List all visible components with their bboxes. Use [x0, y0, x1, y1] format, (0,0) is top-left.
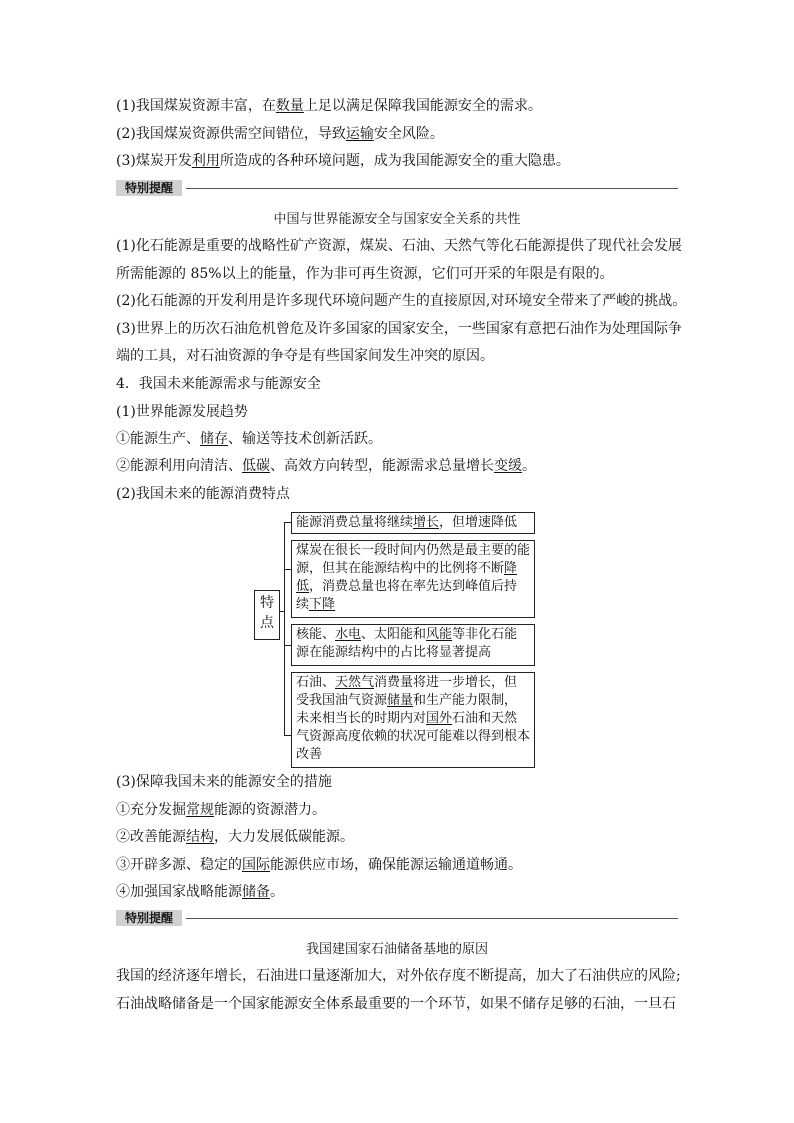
measure-item-2: ②改善能源结构，大力发展低碳能源。 [116, 829, 354, 845]
measure-item-3: ③开辟多源、稳定的国际能源供应市场，确保能源运输通道畅通。 [116, 857, 522, 873]
feature-box-total-consumption: 能源消费总量将继续增长，但增速降低 [291, 512, 535, 534]
branch-connector [284, 645, 291, 646]
tip2-line2: 石油战略储备是一个国家能源安全体系最重要的一个环节，如果不储存足够的石油，一旦石 [116, 996, 676, 1012]
subheading-measures: (3)保障我国未来的能源安全的措施 [116, 774, 332, 790]
consumption-features-diagram [254, 510, 544, 770]
tip1-para1-line2: 所需能源的 85%以上的能量，作为非可再生资源，它们可开采的年限是有限的。 [116, 266, 614, 282]
special-reminder-bar-1 [116, 180, 678, 198]
measure-item-4: ④加强国家战略能源储备。 [116, 884, 284, 900]
measure-item-1: ①充分发掘常规能源的资源潜力。 [116, 802, 326, 818]
tip1-para3-line1: (3)世界上的历次石油危机曾危及许多国家的国家安全，一些国家有意把石油作为处理国际争 [116, 321, 682, 337]
feature-box-oil-gas: 石油、天然气消费量将进一步增长，但受我国油气资源储量和生产能力限制，未来相当长的时期内对国外石油和天然气资源高度依赖的状况可能难以得到根本改善 [291, 672, 535, 768]
tip2-title: 我国建国家石油储备基地的原因 [305, 942, 488, 957]
subheading-consumption-features: (2)我国未来的能源消费特点 [116, 486, 290, 502]
item-coal-mismatch: (2)我国煤炭资源供需空间错位，导致运输安全风险。 [116, 126, 444, 142]
item-coal-rich: (1)我国煤炭资源丰富，在数量上足以满足保障我国能源安全的需求。 [116, 98, 542, 114]
branch-connector [284, 569, 291, 570]
tip1-title: 中国与世界能源安全与国家安全关系的共性 [273, 212, 521, 227]
feature-box-non-fossil: 核能、水电、太阳能和风能等非化石能源在能源结构中的占比将显著提高 [291, 624, 535, 666]
diagram-root: 特 点 [254, 590, 280, 640]
tip1-para1-line1: (1)化石能源是重要的战略性矿产资源，煤炭、石油、天然气等化石能源提供了现代社会发展 [116, 238, 682, 254]
tip1-para2: (2)化石能源的开发利用是许多现代环境问题产生的直接原因,对环境安全带来了严峻的挑战。 [116, 293, 687, 309]
special-reminder-label: 特别提醒 [116, 180, 182, 196]
divider [186, 188, 678, 189]
divider [186, 918, 678, 919]
tip2-line1: 我国的经济逐年增长，石油进口量逐渐加大，对外依存度不断提高，加大了石油供应的风险; [116, 968, 681, 984]
trend-item-1: ①能源生产、储存、输送等技术创新活跃。 [116, 431, 382, 447]
tip1-para3-line2: 端的工具，对石油资源的争夺是有些国家间发生冲突的原因。 [116, 348, 494, 364]
special-reminder-bar-2 [116, 910, 678, 928]
subheading-world-trend: (1)世界能源发展趋势 [116, 404, 248, 420]
item-coal-environment: (3)煤炭开发利用所造成的各种环境问题，成为我国能源安全的重大隐患。 [116, 153, 570, 169]
trend-item-2: ②能源利用向清洁、低碳、高效方向转型，能源需求总量增长变缓。 [116, 458, 536, 474]
section-4-heading: 4．我国未来能源需求与能源安全 [116, 376, 321, 392]
special-reminder-label: 特别提醒 [116, 910, 182, 926]
feature-box-coal: 煤炭在很长一段时间内仍然是最主要的能源，但其在能源结构中的比例将不断降低，消费总量也将在率先达到峰值后持续下降 [291, 540, 535, 618]
